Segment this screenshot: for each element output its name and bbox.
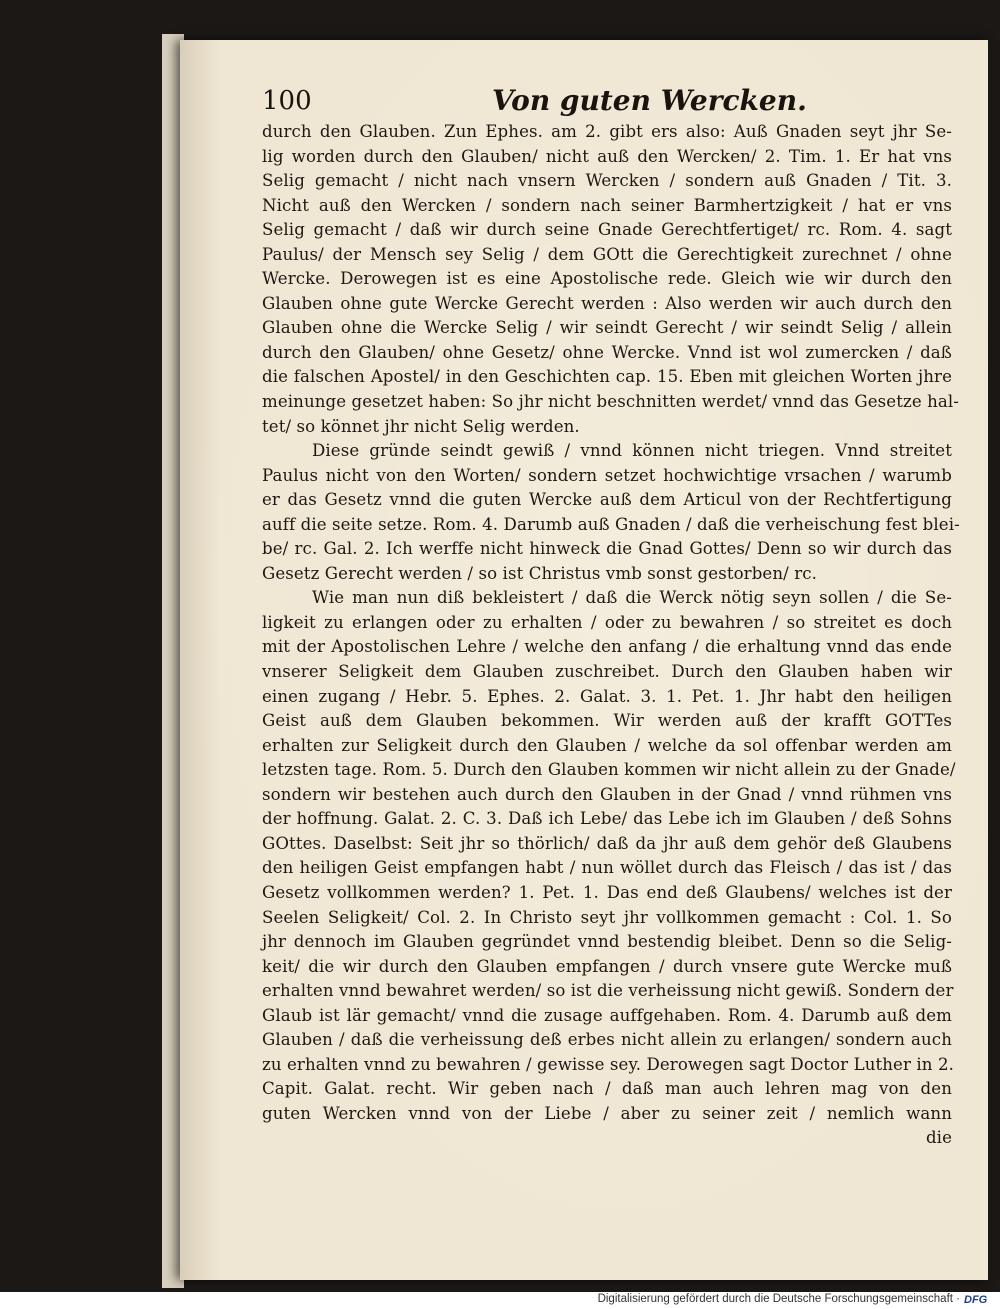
page-number: 100: [262, 86, 312, 116]
text-line: be/ rc. Gal. 2. Ich werffe nicht hinweck die Gnad Gottes/ Denn so wir durch das: [262, 539, 952, 559]
text-line: meinunge gesetzet haben: So jhr nicht beschnitten werdet/ vnnd das Gesetze hal-: [262, 392, 960, 412]
text-line: GOttes. Daselbst: Seit jhr so thörlich/ daß da jhr auß dem gehör deß Glaubens: [262, 833, 952, 853]
text-line: Wie man nun diß bekleistert / daß die Werck nötig seyn sollen / die Se-: [312, 588, 952, 608]
text-line: durch den Glauben/ ohne Gesetz/ ohne Wercke. Vnnd ist wol zumercken / daß: [262, 342, 952, 362]
text-line: Gesetz Gerecht werden / so ist Christus vmb sonst gestorben/ rc.: [262, 563, 818, 583]
text-line: keit/ die wir durch den Glauben empfangen / durch vnsere gute Wercke muß: [262, 956, 952, 976]
text-line: den heiligen Geist empfangen habt / nun wöllet durch das Fleisch / das ist / das: [262, 858, 952, 878]
text-line: lig worden durch den Glauben/ nicht auß den Wercken/ 2. Tim. 1. Er hat vns: [262, 146, 952, 166]
text-line: erhalten zur Seligkeit durch den Glauben / welche da sol offenbar werden am: [262, 735, 952, 755]
text-line: Selig gemacht / daß wir durch seine Gnade Gerechtfertiget/ rc. Rom. 4. sagt: [262, 220, 952, 240]
running-title: Von guten Wercken.: [492, 84, 807, 117]
text-line: Gesetz vollkommen werden? 1. Pet. 1. Das end deß Glaubens/ welches ist der: [262, 882, 952, 902]
text-line: Diese gründe seindt gewiß / vnnd können nicht triegen. Vnnd streitet: [312, 441, 952, 461]
text-line: Nicht auß den Wercken / sondern nach seiner Barmhertzigkeit / hat er vns: [262, 195, 952, 215]
text-line: die falschen Apostel/ in den Geschichten cap. 15. Eben mit gleichen Worten jhre: [262, 367, 952, 387]
text-line: Glauben ohne gute Wercke Gerecht werden : Also werden wir auch durch den: [262, 293, 952, 313]
text-line: Capit. Galat. recht. Wir geben nach / daß man auch lehren mag von den: [262, 1079, 952, 1099]
text-line: zu erhalten vnnd zu bewahren / gewisse sey. Derowegen sagt Doctor Luther in 2.: [262, 1054, 954, 1074]
text-line: einen zugang / Hebr. 5. Ephes. 2. Galat. 3. 1. Pet. 1. Jhr habt den heiligen: [262, 686, 952, 706]
text-line: letzsten tage. Rom. 5. Durch den Glauben kommen wir nicht allein zu der Gnade/: [262, 760, 956, 780]
text-line: Geist auß dem Glauben bekommen. Wir werden auß der krafft GOTTes: [262, 711, 952, 731]
text-line: Wercke. Derowegen ist es eine Apostolische rede. Gleich wie wir durch den: [262, 269, 952, 289]
page-header: [262, 84, 952, 124]
footer-bar: [0, 1292, 1000, 1309]
text-line: der hoffnung. Galat. 2. C. 3. Daß ich Lebe/ das Lebe ich im Glauben / deß Sohns: [262, 809, 952, 829]
text-line: tet/ so könnet jhr nicht Selig werden.: [262, 416, 580, 436]
text-line: Glaub ist lär gemacht/ vnnd die zusage auffgehaben. Rom. 4. Darumb auß dem: [262, 1005, 952, 1025]
text-line: durch den Glauben. Zun Ephes. am 2. gibt ers also: Auß Gnaden seyt jhr Se-: [262, 122, 952, 141]
text-line: er das Gesetz vnnd die guten Wercke auß dem Articul von der Rechtfertigung: [262, 490, 952, 510]
text-line: sondern wir bestehen auch durch den Glauben in der Gnad / vnnd rühmen vns: [262, 784, 952, 804]
body-text: [262, 120, 960, 1151]
text-line: Selig gemacht / nicht nach vnsern Wercken / sondern auß Gnaden / Tit. 3.: [262, 171, 952, 191]
text-line: die: [925, 1128, 952, 1148]
text-line: mit der Apostolischen Lehre / welche den anfang / die erhaltung vnnd das ende: [262, 637, 952, 657]
text-line: auff die seite setze. Rom. 4. Darumb auß Gnaden / daß die verheischung fest blei-: [262, 514, 960, 534]
text-line: guten Wercken vnnd von der Liebe / aber zu seiner zeit / nemlich wann: [262, 1103, 952, 1123]
funding-credit: Digitalisierung gefördert durch die Deutsche Forschungsgemeinschaft ·: [597, 1293, 960, 1305]
text-line: jhr dennoch im Glauben gegründet vnnd bestendig bleibet. Denn so die Selig-: [262, 932, 952, 952]
text-line: Seelen Seligkeit/ Col. 2. In Christo seyt jhr vollkommen gemacht : Col. 1. So: [262, 907, 952, 927]
dfg-logo-icon: DFG: [964, 1294, 988, 1306]
text-line: vnserer Seligkeit dem Glauben zuschreibet. Durch den Glauben haben wir: [262, 662, 952, 682]
text-line: Glauben / daß die verheissung deß erbes nicht allein zu erlangen/ sondern auch: [262, 1030, 952, 1050]
text-line: erhalten vnnd bewahret werden/ so ist die verheissung nicht gewiß. Sondern der: [262, 981, 954, 1001]
text-line: Glauben ohne die Wercke Selig / wir seindt Gerecht / wir seindt Selig / allein: [262, 318, 952, 338]
text-line: ligkeit zu erlangen oder zu erhalten / oder zu bewahren / so streitet es doch: [262, 612, 952, 632]
text-line: Paulus nicht von den Worten/ sondern setzet hochwichtige vrsachen / warumb: [262, 465, 952, 485]
text-line: Paulus/ der Mensch sey Selig / dem GOtt die Gerechtigkeit zurechnet / ohne: [262, 244, 952, 264]
